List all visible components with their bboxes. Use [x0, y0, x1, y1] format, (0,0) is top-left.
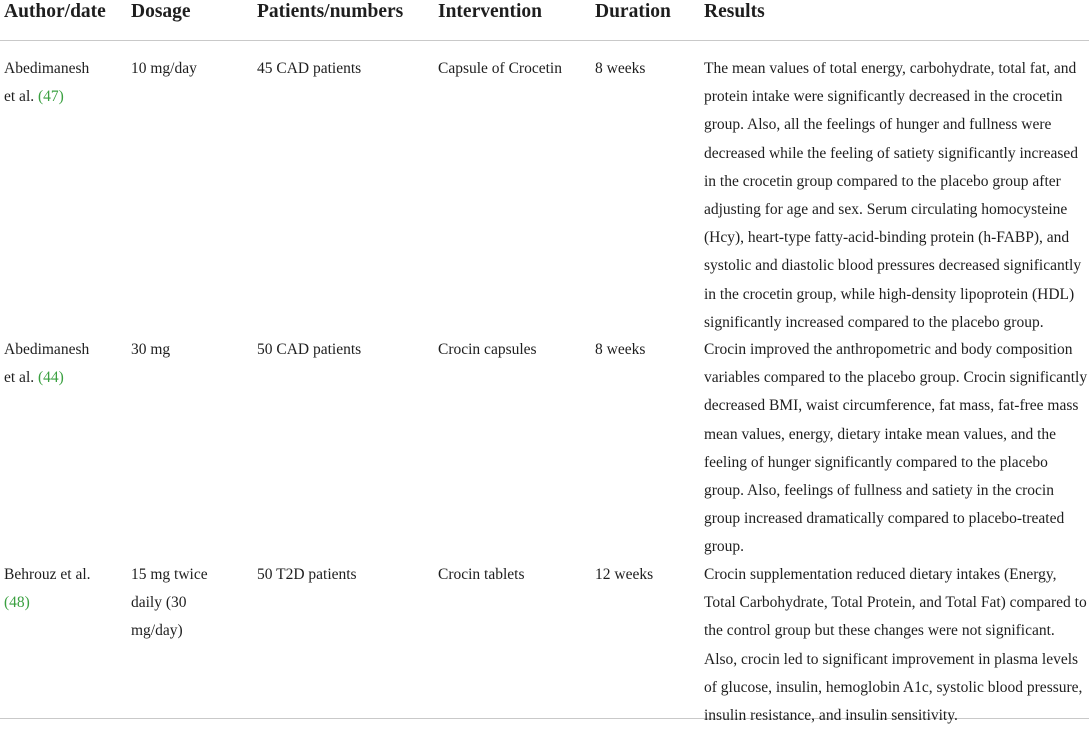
header-dosage: Dosage	[131, 1, 191, 22]
header-intervention: Intervention	[438, 1, 542, 22]
duration-cell: 8 weeks	[595, 60, 646, 77]
author-cell	[4, 561, 114, 617]
header-results: Results	[704, 1, 765, 22]
duration-cell: 12 weeks	[595, 566, 654, 583]
dosage-cell: 30 mg	[131, 341, 171, 358]
intervention-cell: Capsule of Crocetin	[438, 60, 562, 77]
header-duration: Duration	[595, 1, 671, 22]
patients-cell: 45 CAD patients	[257, 60, 362, 77]
author-cell	[4, 336, 114, 392]
patients-cell: 50 CAD patients	[257, 341, 362, 358]
table-row	[0, 41, 1089, 331]
reference-link[interactable]: (48)	[4, 594, 30, 612]
intervention-cell: Crocin tablets	[438, 566, 525, 583]
results-cell: Crocin improved the anthropometric and body composition variables compared to the placebo group. Crocin significantly decreased BMI, waist circumference, fat mass, fat-free mass mean values, energy, dietary intake mean values, and the feeling of hunger significantly compared to the placebo group. Also, feelings of fullness and satiety in the crocin group increased dramatically compared to placebo-treated group.	[704, 341, 1088, 556]
author-name: Behrouz et al.	[4, 566, 91, 583]
results-cell: Crocin supplementation reduced dietary intakes (Energy, Total Carbohydrate, Total Protein, and Total Fat) compared to the control group but these changes were not significant. Also, crocin led to significant improvement in plasma levels of glucose, insulin, hemoglobin A1c, systolic blood pressure, insulin resistance, and insulin sensitivity.	[704, 566, 1087, 725]
results-cell: The mean values of total energy, carbohydrate, total fat, and protein intake were significantly decreased in the crocetin group. Also, all the feelings of hunger and fullness were decreased while the feeling of satiety significantly increased in the crocetin group compared to the placebo group after adjusting for age and sex. Serum circulating homocysteine (Hcy), heart-type fatty-acid-binding protein (h-FABP), and systolic and diastolic blood pressures decreased significantly in the crocetin group, while high-density lipoprotein (HDL) significantly increased compared to the placebo group.	[704, 60, 1082, 331]
duration-cell: 8 weeks	[595, 341, 646, 358]
dosage-cell: 15 mg twice daily (30 mg/day)	[131, 566, 208, 640]
author-name-cont: et al.	[4, 88, 35, 106]
table-row	[0, 547, 1089, 725]
reference-link[interactable]: (44)	[38, 369, 64, 387]
author-name: Abedimanesh	[4, 60, 90, 77]
table-header-row	[0, 0, 1089, 41]
header-author-date: Author/date	[4, 1, 106, 22]
reference-link[interactable]: (47)	[38, 88, 64, 106]
dosage-cell: 10 mg/day	[131, 60, 197, 77]
header-patients-numbers: Patients/numbers	[257, 1, 404, 22]
author-name: Abedimanesh	[4, 341, 90, 358]
author-name-cont: et al.	[4, 369, 35, 387]
author-cell	[4, 55, 114, 111]
intervention-cell: Crocin capsules	[438, 341, 537, 358]
patients-cell: 50 T2D patients	[257, 566, 357, 583]
table-row	[0, 322, 1089, 556]
